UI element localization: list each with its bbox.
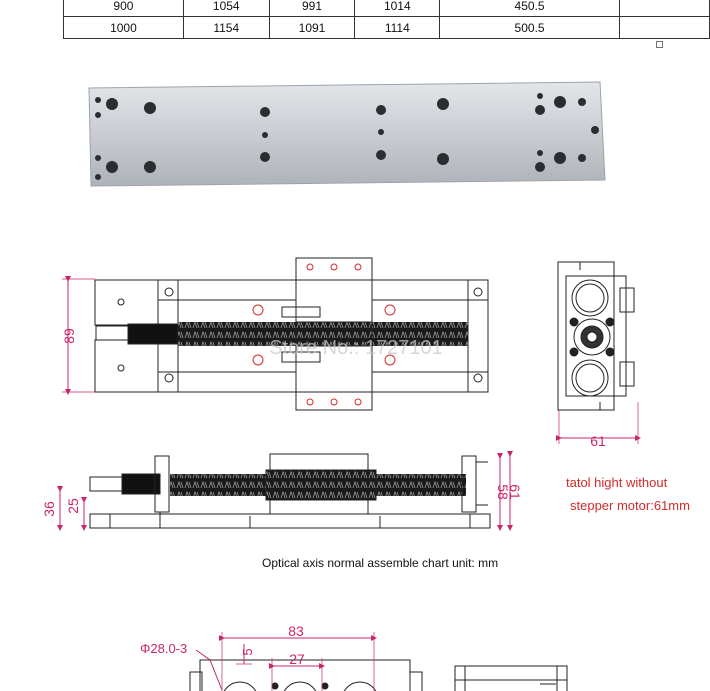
top-view xyxy=(95,258,488,410)
table-cell: 1154 xyxy=(183,17,269,39)
dimension-label-61-side: 61 xyxy=(590,433,606,449)
table-cell: 900 xyxy=(64,0,184,17)
total-height-note-line1: tatol hight without xyxy=(566,475,668,490)
table-cell: 1014 xyxy=(355,0,440,17)
dimension-label-89: 89 xyxy=(61,328,77,344)
aluminum-plate xyxy=(89,82,605,186)
table-cell: 1054 xyxy=(183,0,269,17)
table-cell: 500.5 xyxy=(440,17,620,39)
end-view-bottom xyxy=(190,660,567,691)
table-cell: 991 xyxy=(269,0,355,17)
dimension-label-5: 5 xyxy=(240,648,255,656)
dimension-label-25: 25 xyxy=(65,498,81,514)
dimension-label-58: 58 xyxy=(495,484,511,500)
total-height-note-line2: stepper motor:61mm xyxy=(570,498,690,513)
dimension-label-83: 83 xyxy=(288,623,304,639)
watermark: Store No.: 1727101 xyxy=(269,337,443,359)
dimension-label-27: 27 xyxy=(289,651,305,667)
dimension-label-diameter: Φ28.0-3 xyxy=(140,641,188,656)
front-view xyxy=(90,454,490,528)
table-cell: 1091 xyxy=(269,17,355,39)
dimension-label-61-front: 61 xyxy=(507,484,523,500)
table-cell: 450.5 xyxy=(440,0,620,17)
table-cell: 1000 xyxy=(64,17,184,39)
drawing-caption: Optical axis normal assemble chart unit: mm xyxy=(262,556,499,570)
table-cell: 1114 xyxy=(355,17,440,39)
dimension-label-36: 36 xyxy=(41,501,57,517)
side-view xyxy=(558,262,634,410)
